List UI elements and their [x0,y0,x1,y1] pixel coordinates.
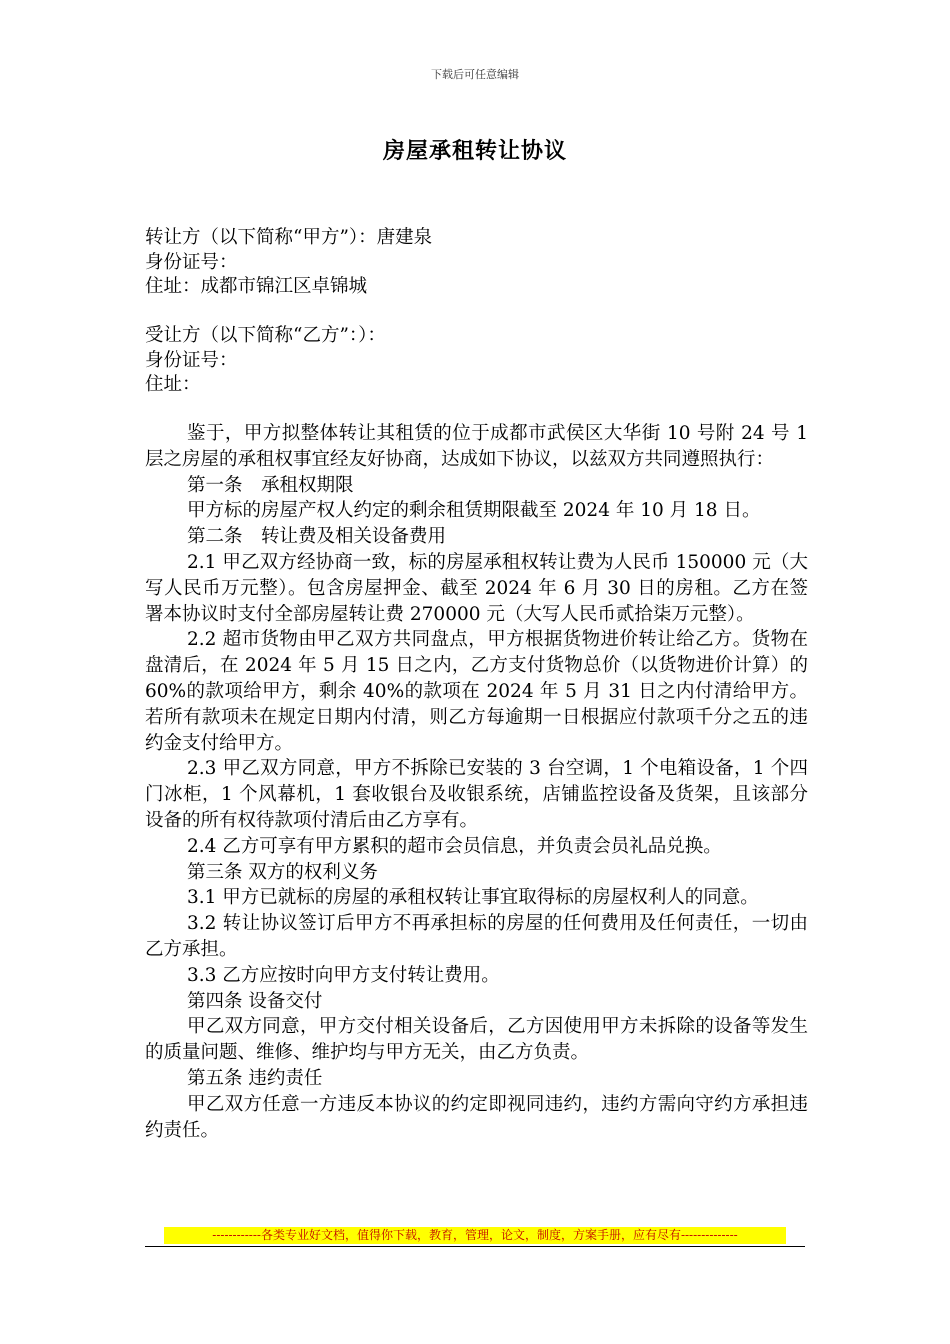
footer-promo-banner: ------------各类专业好文档，值得你下载，教育，管理，论文，制度，方案手册，应有尽有-------------- [164,1227,786,1244]
party-a-info [145,226,805,300]
article-1-heading: 第一条 承租权期限 [187,474,354,496]
party-b-name: 受让方（以下简称“乙方”：）： [145,325,386,346]
agreement-body [145,421,808,1143]
footer-divider [145,1246,805,1247]
party-b-address: 住址： [145,374,201,395]
party-b-info [145,324,805,398]
preamble-paragraph: 鉴于，甲方拟整体转让其租赁的位于成都市武侯区大华街 10 号附 24 号 1 层之房屋的承租权事宜经友好协商，达成如下协议，以兹双方共同遵照执行： [145,423,808,470]
article-4-text: 甲乙双方同意，甲方交付相关设备后，乙方因使用甲方未拆除的设备等发生的质量问题、维修、维护均与甲方无关，由乙方负责。 [145,1016,808,1064]
clause-3-3: 3.3 乙方应按时向甲方支付转让费用。 [187,964,500,986]
clause-2-2: 2.2 超市货物由甲乙双方共同盘点，甲方根据货物进价转让给乙方。货物在盘清后，在 2024 年 5 月 15 日之内，乙方支付货物总价（以货物进价计算）的 60%的款项给甲方，剩余 40%的款项在 2024 年 5 月 31 日之内付清给甲方。若所有款项未在规定日期内付清，则乙方每逾期一日根据应付款项千分之五的违约金支付给甲方。 [145,629,808,754]
party-a-address: 住址：成都市锦江区卓锦城 [145,276,368,297]
party-b-id: 身份证号： [145,349,238,371]
clause-3-1: 3.1 甲方已就标的房屋的承租权转让事宜取得标的房屋权利人的同意。 [187,887,759,909]
clause-2-4: 2.4 乙方可享有甲方累积的超市会员信息，并负责会员礼品兑换。 [187,835,722,857]
clause-2-1: 2.1 甲乙双方经协商一致，标的房屋承租权转让费为人民币 150000 元（大写人民币万元整）。包含房屋押金、截至 2024 年 6 月 30 日的房租。乙方在签署本协议时支付全部房屋转让费 270000 元（大写人民币贰拾柒万元整）。 [145,551,808,625]
clause-3-2: 3.2 转让协议签订后甲方不再承担标的房屋的任何费用及任何责任，一切由乙方承担。 [145,913,808,960]
party-a-id: 身份证号： [145,251,238,273]
article-3-heading: 第三条 双方的权利义务 [187,861,378,883]
article-1-text: 甲方标的房屋产权人约定的剩余租赁期限截至 2024 年 10 月 18 日。 [187,500,761,522]
header-note: 下载后可任意编辑 [431,68,519,81]
article-5-heading: 第五条 违约责任 [187,1067,323,1089]
clause-2-3: 2.3 甲乙双方同意，甲方不拆除已安装的 3 台空调，1 个电箱设备，1 个四门冰柜，1 个风幕机，1 套收银台及收银系统，店铺监控设备及货架，且该部分设备的所有权待款项付清后由乙方享有。 [145,758,808,831]
document-title: 房屋承租转让协议 [382,138,567,164]
article-4-heading: 第四条 设备交付 [187,990,323,1012]
article-5-text: 甲乙双方任意一方违反本协议的约定即视同违约，违约方需向守约方承担违约责任。 [145,1093,808,1141]
party-a-name: 转让方（以下简称“甲方”）：唐建泉 [145,227,433,248]
article-2-heading: 第二条 转让费及相关设备费用 [187,526,447,548]
